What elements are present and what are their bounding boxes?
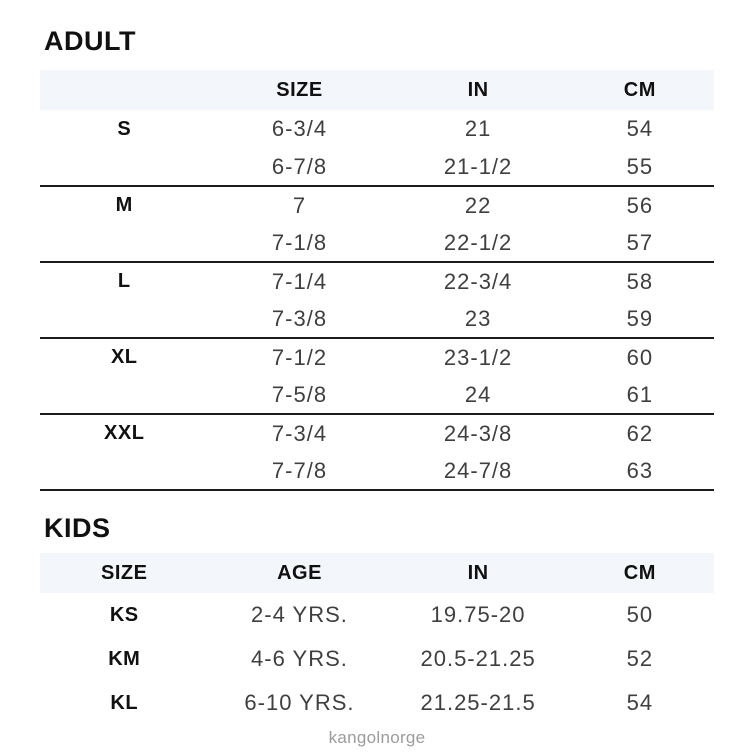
cm-cell: 56 [626, 192, 654, 218]
kids-section-title: KIDS [44, 513, 111, 543]
adult-header-in: IN [390, 70, 565, 110]
kids-table-header [40, 553, 714, 593]
age-cell: 2-4 YRS. [251, 602, 348, 627]
size-cell: 7-1/8 [271, 229, 328, 255]
adult-table-header [40, 70, 714, 110]
in-cell: 23-1/2 [443, 344, 513, 370]
in-cell: 23 [464, 305, 492, 331]
label-cell [40, 300, 209, 338]
size-cell: 7-3/4 [271, 420, 328, 446]
adult-header-blank [40, 70, 209, 110]
table-row [40, 186, 714, 224]
size-cell: 7-1/4 [271, 268, 328, 294]
size-cell: 6-3/4 [271, 116, 328, 141]
size-cell: 7-1/2 [271, 344, 328, 370]
table-row [40, 376, 714, 414]
cm-cell: 50 [626, 602, 654, 627]
cm-cell: 63 [626, 457, 654, 483]
label-cell: XL [110, 346, 138, 368]
label-cell: S [117, 117, 132, 140]
table-row [40, 110, 714, 148]
cm-cell: 55 [626, 153, 654, 179]
kids-table-body [40, 593, 714, 725]
label-cell [40, 376, 209, 414]
adult-header-size: SIZE [209, 70, 391, 110]
size-cell: 7-3/8 [271, 305, 328, 331]
label-cell [40, 224, 209, 262]
label-cell: KS [109, 603, 139, 626]
kids-size-table [40, 553, 714, 725]
label-cell [40, 452, 209, 490]
size-cell: 7 [292, 192, 307, 218]
cm-cell: 62 [626, 420, 654, 446]
size-cell: 7-5/8 [271, 381, 328, 407]
in-cell: 22-1/2 [443, 229, 513, 255]
adult-section-title: ADULT [44, 26, 136, 56]
kids-header-cm: CM [566, 553, 714, 593]
table-row [40, 681, 714, 725]
table-row [40, 452, 714, 490]
age-cell: 6-10 YRS. [244, 690, 355, 715]
kids-header-in: IN [390, 553, 565, 593]
adult-group-xxl [40, 414, 714, 490]
in-cell: 20.5-21.25 [420, 646, 536, 671]
cm-cell: 58 [626, 268, 654, 294]
table-row [40, 338, 714, 376]
in-cell: 24-3/8 [443, 420, 513, 446]
in-cell: 22-3/4 [443, 268, 513, 294]
in-cell: 24 [464, 381, 492, 407]
cm-cell: 54 [626, 690, 654, 715]
adult-size-table [40, 70, 714, 491]
table-row [40, 593, 714, 637]
in-cell: 21 [464, 116, 492, 141]
cm-cell: 57 [626, 229, 654, 255]
label-cell: XXL [104, 422, 145, 444]
kids-header-age: AGE [209, 553, 391, 593]
age-cell: 4-6 YRS. [251, 646, 348, 671]
cm-cell: 59 [626, 305, 654, 331]
label-cell: M [115, 194, 133, 216]
label-cell [40, 148, 209, 186]
table-row [40, 414, 714, 452]
adult-header-cm: CM [566, 70, 714, 110]
table-row [40, 637, 714, 681]
in-cell: 21-1/2 [443, 153, 513, 179]
in-cell: 21.25-21.5 [420, 690, 536, 715]
adult-group-xl [40, 338, 714, 414]
label-cell: KM [108, 647, 141, 670]
adult-group-s [40, 110, 714, 186]
size-cell: 7-7/8 [271, 457, 328, 483]
brand-watermark: kangolnorge [328, 728, 426, 747]
table-header-row [40, 70, 714, 110]
table-row [40, 224, 714, 262]
adult-group-m [40, 186, 714, 262]
in-cell: 22 [464, 192, 492, 218]
in-cell: 19.75-20 [430, 602, 526, 627]
adult-group-l [40, 262, 714, 338]
in-cell: 24-7/8 [443, 457, 513, 483]
table-header-row [40, 553, 714, 593]
label-cell: L [117, 270, 131, 292]
cm-cell: 54 [626, 116, 654, 141]
cm-cell: 52 [626, 646, 654, 671]
cm-cell: 60 [626, 344, 654, 370]
table-row [40, 300, 714, 338]
table-row [40, 148, 714, 186]
kids-header-size: SIZE [40, 553, 209, 593]
cm-cell: 61 [626, 381, 654, 407]
size-cell: 6-7/8 [271, 153, 328, 179]
label-cell: KL [110, 691, 139, 714]
table-row [40, 262, 714, 300]
